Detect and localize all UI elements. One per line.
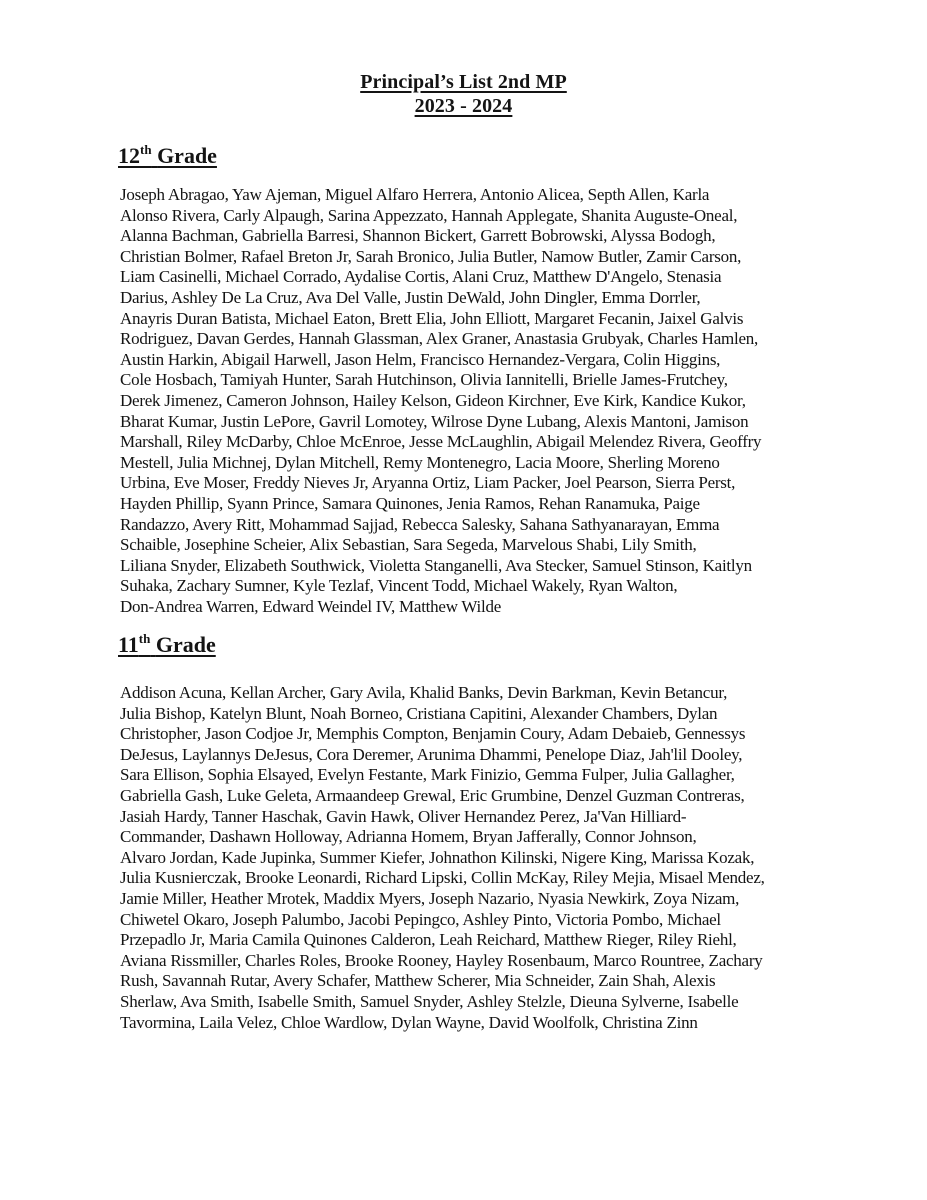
name-line: DeJesus, Laylannys DeJesus, Cora Deremer, Arunima Dhammi, Penelope Diaz, Jah'lil Dooley,	[120, 744, 743, 764]
name-line: Schaible, Josephine Scheier, Alix Sebastian, Sara Segeda, Marvelous Shabi, Lily Smith,	[120, 535, 697, 555]
name-line: Gabriella Gash, Luke Geleta, Armaandeep Grewal, Eric Grumbine, Denzel Guzman Contreras,	[120, 785, 745, 805]
name-line: Sara Ellison, Sophia Elsayed, Evelyn Festante, Mark Finizio, Gemma Fulper, Julia Gallagher,	[120, 765, 735, 785]
name-line: Alanna Bachman, Gabriella Barresi, Shannon Bickert, Garrett Bobrowski, Alyssa Bodogh,	[120, 226, 716, 246]
name-line: Darius, Ashley De La Cruz, Ava Del Valle, Justin DeWald, John Dingler, Emma Dorrler,	[120, 287, 701, 307]
name-line: Bharat Kumar, Justin LePore, Gavril Lomotey, Wilrose Dyne Lubang, Alexis Mantoni, Jamison	[120, 411, 749, 431]
grade-number: 11	[118, 632, 139, 657]
name-line: Chiwetel Okaro, Joseph Palumbo, Jacobi Pepingco, Ashley Pinto, Victoria Pombo, Michael	[120, 909, 721, 929]
name-line: Marshall, Riley McDarby, Chloe McEnroe, Jesse McLaughlin, Abigail Melendez Rivera, Geoffry	[120, 432, 762, 452]
name-line: Julia Kusnierczak, Brooke Leonardi, Richard Lipski, Collin McKay, Riley Mejia, Misael Mendez,	[120, 868, 765, 888]
name-line: Christopher, Jason Codjoe Jr, Memphis Compton, Benjamin Coury, Adam Debaieb, Gennessys	[120, 724, 746, 744]
name-line: Przepadlo Jr, Maria Camila Quinones Calderon, Leah Reichard, Matthew Rieger, Riley Riehl,	[120, 930, 737, 950]
name-line: Suhaka, Zachary Sumner, Kyle Tezlaf, Vincent Todd, Michael Wakely, Ryan Walton,	[120, 576, 678, 596]
name-line: Joseph Abragao, Yaw Ajeman, Miguel Alfaro Herrera, Antonio Alicea, Septh Allen, Karla	[120, 185, 710, 204]
name-line: Liam Casinelli, Michael Corrado, Aydalise Cortis, Alani Cruz, Matthew D'Angelo, Stenasia	[120, 267, 722, 287]
name-line: Hayden Phillip, Syann Prince, Samara Quinones, Jenia Ramos, Rehan Ranamuka, Paige	[120, 493, 700, 513]
name-line: Austin Harkin, Abigail Harwell, Jason Helm, Francisco Hernandez-Vergara, Colin Higgins,	[120, 349, 721, 369]
name-line: Derek Jimenez, Cameron Johnson, Hailey Kelson, Gideon Kirchner, Eve Kirk, Kandice Kukor,	[120, 390, 746, 410]
grade-number: 12	[118, 143, 140, 168]
name-line: Jasiah Hardy, Tanner Haschak, Gavin Hawk, Oliver Hernandez Perez, Ja'Van Hilliard-	[120, 806, 687, 826]
grade-word: Grade	[157, 143, 217, 168]
name-line: Rodriguez, Davan Gerdes, Hannah Glassman, Alex Graner, Anastasia Grubyak, Charles Hamlen,	[120, 329, 758, 349]
name-line: Alvaro Jordan, Kade Jupinka, Summer Kiefer, Johnathon Kilinski, Nigere King, Marissa Kozak,	[120, 847, 755, 867]
name-line: Anayris Duran Batista, Michael Eaton, Brett Elia, John Elliott, Margaret Fecanin, Jaixel Galvis	[120, 308, 744, 328]
name-line: Commander, Dashawn Holloway, Adrianna Homem, Bryan Jafferally, Connor Johnson,	[120, 827, 697, 847]
grade-word: Grade	[155, 632, 216, 657]
document-title	[0, 70, 927, 118]
ordinal-suffix: th	[140, 141, 152, 157]
grade-11-heading	[118, 632, 216, 658]
name-line: Randazzo, Avery Ritt, Mohammad Sajjad, Rebecca Salesky, Sahana Sathyanarayan, Emma	[120, 514, 720, 534]
grade-12-name-list	[120, 185, 820, 617]
grade-11-name-list	[120, 683, 820, 1033]
name-line: Aviana Rissmiller, Charles Roles, Brooke Rooney, Hayley Rosenbaum, Marco Rountree, Zachary	[120, 950, 763, 970]
name-line: Jamie Miller, Heather Mrotek, Maddix Myers, Joseph Nazario, Nyasia Newkirk, Zoya Nizam,	[120, 888, 740, 908]
title-line-2: 2023 - 2024	[414, 95, 513, 117]
name-line: Mestell, Julia Michnej, Dylan Mitchell, Remy Montenegro, Lacia Moore, Sherling Moreno	[120, 452, 720, 472]
name-line: Rush, Savannah Rutar, Avery Schafer, Matthew Scherer, Mia Schneider, Zain Shah, Alexis	[120, 971, 716, 991]
name-line: Christian Bolmer, Rafael Breton Jr, Sarah Bronico, Julia Butler, Namow Butler, Zamir Carson,	[120, 246, 742, 266]
name-line: Tavormina, Laila Velez, Chloe Wardlow, Dylan Wayne, David Woolfolk, Christina Zinn	[120, 1012, 698, 1032]
name-line: Alonso Rivera, Carly Alpaugh, Sarina Appezzato, Hannah Applegate, Shanita Auguste-Oneal,	[120, 205, 738, 225]
name-line: Cole Hosbach, Tamiyah Hunter, Sarah Hutchinson, Olivia Iannitelli, Brielle James-Frutchey,	[120, 370, 728, 390]
name-line: Liliana Snyder, Elizabeth Southwick, Violetta Stanganelli, Ava Stecker, Samuel Stinson, Kaitlyn	[120, 555, 752, 575]
grade-12-heading	[118, 143, 217, 169]
name-line: Don-Andrea Warren, Edward Weindel IV, Matthew Wilde	[120, 596, 502, 616]
title-line-1: Principal’s List 2nd MP	[360, 71, 567, 93]
ordinal-suffix: th	[138, 630, 151, 646]
name-line: Urbina, Eve Moser, Freddy Nieves Jr, Aryanna Ortiz, Liam Packer, Joel Pearson, Sierra Perst,	[120, 473, 736, 493]
name-line: Julia Bishop, Katelyn Blunt, Noah Borneo, Cristiana Capitini, Alexander Chambers, Dylan	[120, 703, 718, 723]
name-line: Sherlaw, Ava Smith, Isabelle Smith, Samuel Snyder, Ashley Stelzle, Dieuna Sylverne, Isabelle	[120, 991, 739, 1011]
name-line: Addison Acuna, Kellan Archer, Gary Avila, Khalid Banks, Devin Barkman, Kevin Betancur,	[120, 683, 728, 702]
